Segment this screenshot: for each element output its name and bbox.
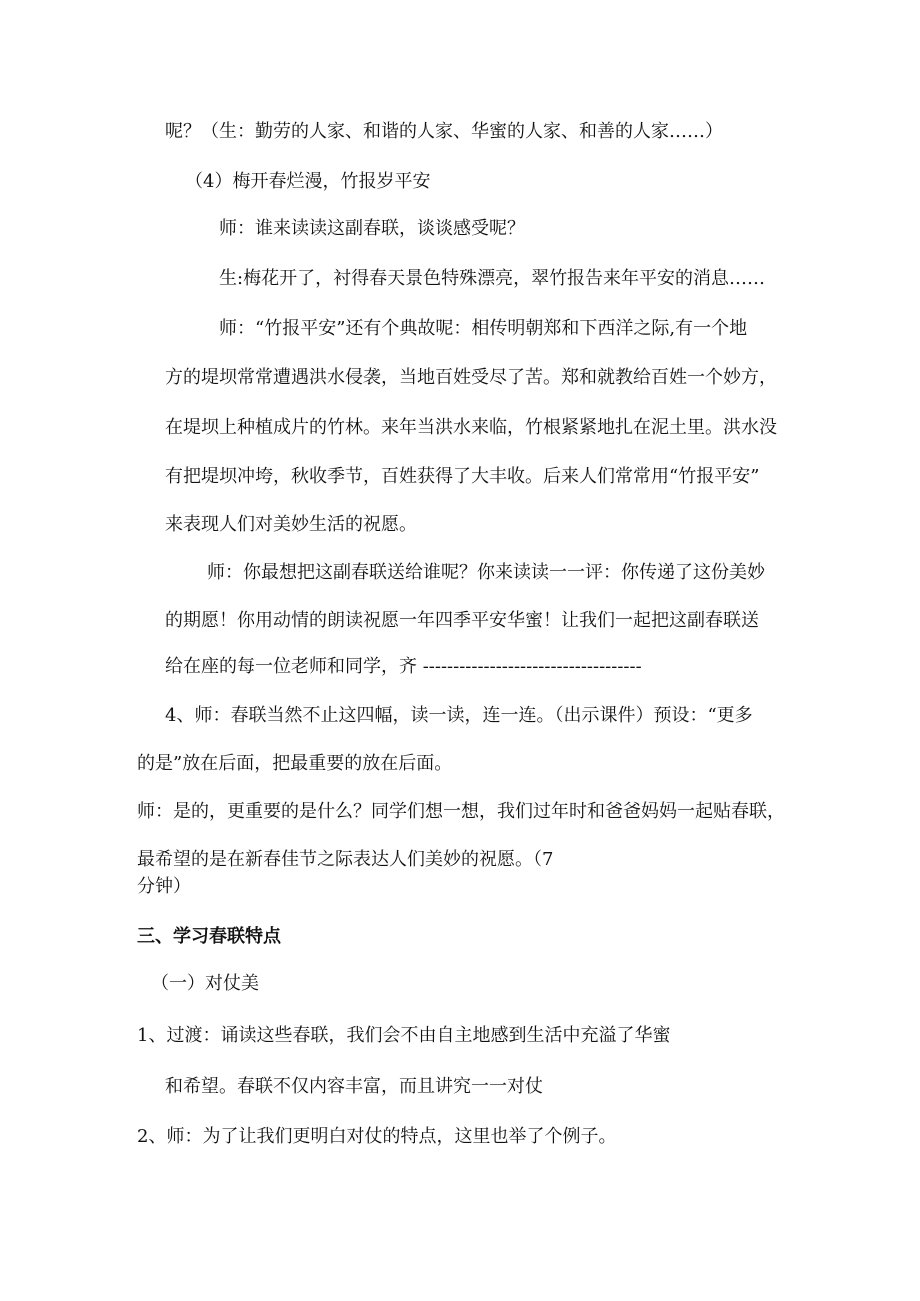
text-line: 和希望。春联不仅内容丰富，而且讲究一一对仗 (165, 1076, 543, 1097)
text-line: 的期愿！你用动情的朗读祝愿一年四季平安华蜜！让我们一起把这副春联送 (165, 610, 759, 631)
text-line: 生:梅花开了，衬得春天景色特殊漂亮，翠竹报告来年平安的消息…… (219, 268, 766, 289)
text-line: 呢？（生：勤劳的人家、和谐的人家、华蜜的人家、和善的人家……） (165, 121, 723, 142)
subsection-heading: （一）对仗美 (151, 973, 259, 994)
text-line: 师：是的，更重要的是什么？同学们想一想，我们过年时和爸爸妈妈一起贴春联， (137, 801, 785, 822)
text-line: 分钟） (137, 876, 191, 897)
text-line: 给在座的每一位老师和同学，齐 ------------------------------------ (165, 656, 642, 677)
text-line: 师：“竹报平安”还有个典故呢：相传明朝郑和下西洋之际,有一个地 (219, 318, 748, 339)
text-line: 最希望的是在新春佳节之际表达人们美妙的祝愿。（7 (137, 849, 554, 870)
section-heading: 三、学习春联特点 (137, 926, 281, 947)
text-line: 师：你最想把这副春联送给谁呢？你来读读一一评：你传递了这份美妙 (207, 562, 765, 583)
text-line: 有把堤坝冲垮，秋收季节，百姓获得了大丰收。后来人们常常用“竹报平安” (165, 466, 760, 487)
text-line: 方的堤坝常常遭遇洪水侵袭，当地百姓受尽了苦。郑和就教给百姓一个妙方， (165, 367, 777, 388)
subsection-heading: （4）梅开春烂漫，竹报岁平安 (185, 171, 431, 192)
text-line: 4、师：春联当然不止这四幅，读一读，连一连。（出示课件）预设：“更多 (165, 705, 753, 726)
text-line: 的是”放在后面，把最重要的放在后面。 (137, 753, 453, 774)
text-line: 来表现人们对美妙生活的祝愿。 (165, 514, 417, 535)
text-line: 在堤坝上种植成片的竹林。来年当洪水来临，竹根紧紧地扎在泥土里。洪水没 (165, 417, 777, 438)
text-line: 2、师：为了让我们更明白对仗的特点，这里也举了个例子。 (137, 1126, 617, 1147)
text-line: 1、过渡：诵读这些春联，我们会不由自主地感到生活中充溢了华蜜 (137, 1025, 671, 1046)
text-line: 师：谁来读读这副春联，谈谈感受呢？ (219, 218, 525, 239)
